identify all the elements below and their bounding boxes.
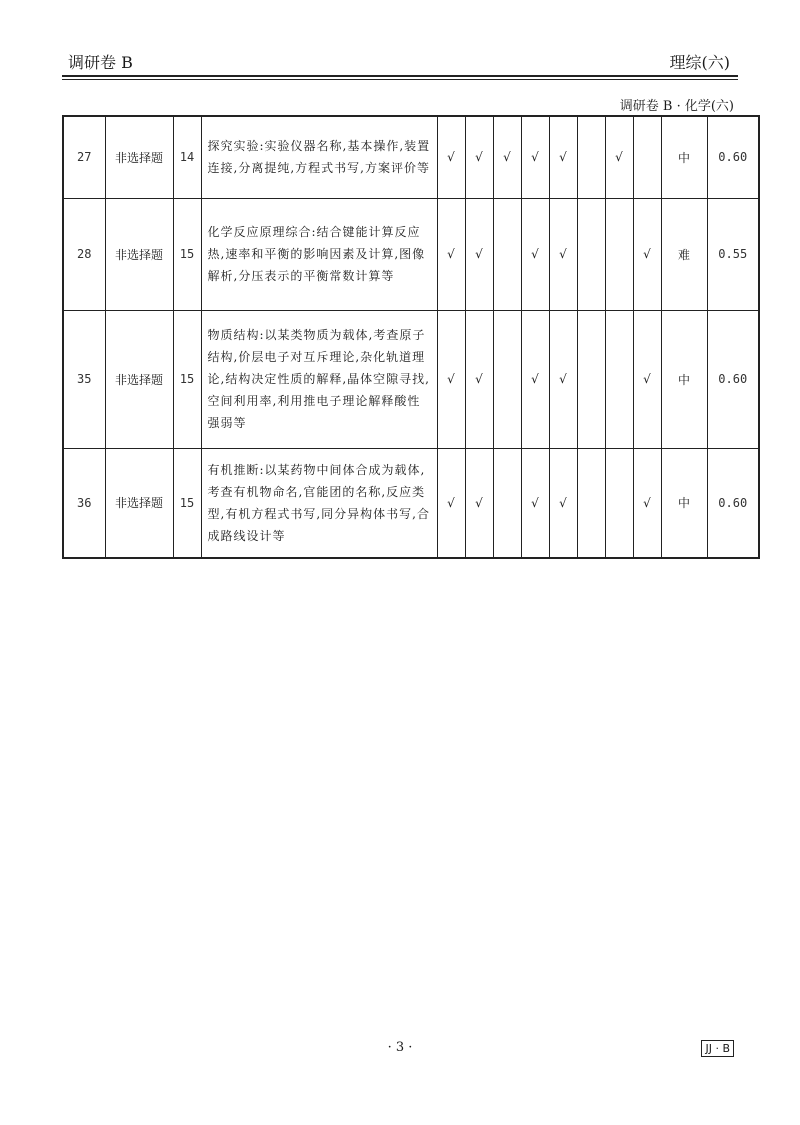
question-type: 非选择题 [105, 310, 173, 448]
check-cell [493, 310, 521, 448]
check-cell: √ [437, 310, 465, 448]
page-number: · 3 · [387, 1040, 413, 1055]
difficulty-ratio: 0.55 [707, 198, 759, 310]
check-cell: √ [605, 116, 633, 198]
header-right: 理综(六) [669, 53, 730, 72]
table-row [63, 448, 759, 558]
check-cell [605, 448, 633, 558]
section-subtitle: 调研卷 B · 化学(六) [619, 99, 734, 114]
question-description: 有机推断:以某药物中间体合成为载体,考查有机物命名,官能团的名称,反应类型,有机方程式书写,同分异构体书写,合成路线设计等 [201, 448, 437, 558]
check-cell: √ [521, 116, 549, 198]
check-cell: √ [465, 198, 493, 310]
check-cell [633, 116, 661, 198]
difficulty-ratio: 0.60 [707, 448, 759, 558]
check-cell: √ [465, 448, 493, 558]
check-cell: √ [465, 310, 493, 448]
check-cell [605, 198, 633, 310]
check-cell: √ [521, 310, 549, 448]
check-cell: √ [549, 448, 577, 558]
check-cell: √ [493, 116, 521, 198]
difficulty-level: 中 [661, 448, 707, 558]
question-number: 36 [63, 448, 105, 558]
question-table [62, 115, 760, 559]
paper-code: JJ · B [701, 1040, 734, 1057]
check-cell: √ [549, 116, 577, 198]
question-type: 非选择题 [105, 448, 173, 558]
difficulty-level: 难 [661, 198, 707, 310]
check-cell [577, 448, 605, 558]
header-rule [62, 75, 738, 77]
difficulty-level: 中 [661, 310, 707, 448]
check-cell: √ [521, 198, 549, 310]
check-cell [577, 116, 605, 198]
header-left: 调研卷 B [68, 53, 133, 72]
question-description: 物质结构:以某类物质为载体,考查原子结构,价层电子对互斥理论,杂化轨道理论,结构决定性质的解释,晶体空隙寻找,空间利用率,利用推电子理论解释酸性强弱等 [201, 310, 437, 448]
check-cell: √ [521, 448, 549, 558]
check-cell: √ [437, 448, 465, 558]
table-row [63, 116, 759, 198]
question-type: 非选择题 [105, 116, 173, 198]
question-description: 探究实验:实验仪器名称,基本操作,装置连接,分离提纯,方程式书写,方案评价等 [201, 116, 437, 198]
check-cell: √ [633, 448, 661, 558]
check-cell [493, 448, 521, 558]
question-description: 化学反应原理综合:结合键能计算反应热,速率和平衡的影响因素及计算,图像解析,分压表示的平衡常数计算等 [201, 198, 437, 310]
check-cell: √ [437, 116, 465, 198]
question-score: 14 [173, 116, 201, 198]
question-score: 15 [173, 198, 201, 310]
table-row [63, 310, 759, 448]
table-row [63, 198, 759, 310]
check-cell [577, 198, 605, 310]
question-number: 28 [63, 198, 105, 310]
question-number: 35 [63, 310, 105, 448]
difficulty-ratio: 0.60 [707, 310, 759, 448]
difficulty-level: 中 [661, 116, 707, 198]
check-cell: √ [633, 310, 661, 448]
check-cell: √ [549, 310, 577, 448]
check-cell: √ [549, 198, 577, 310]
check-cell: √ [633, 198, 661, 310]
question-type: 非选择题 [105, 198, 173, 310]
difficulty-ratio: 0.60 [707, 116, 759, 198]
question-score: 15 [173, 448, 201, 558]
question-number: 27 [63, 116, 105, 198]
check-cell [493, 198, 521, 310]
question-score: 15 [173, 310, 201, 448]
check-cell: √ [465, 116, 493, 198]
check-cell [577, 310, 605, 448]
check-cell: √ [437, 198, 465, 310]
check-cell [605, 310, 633, 448]
header-rule-thin [62, 79, 738, 80]
